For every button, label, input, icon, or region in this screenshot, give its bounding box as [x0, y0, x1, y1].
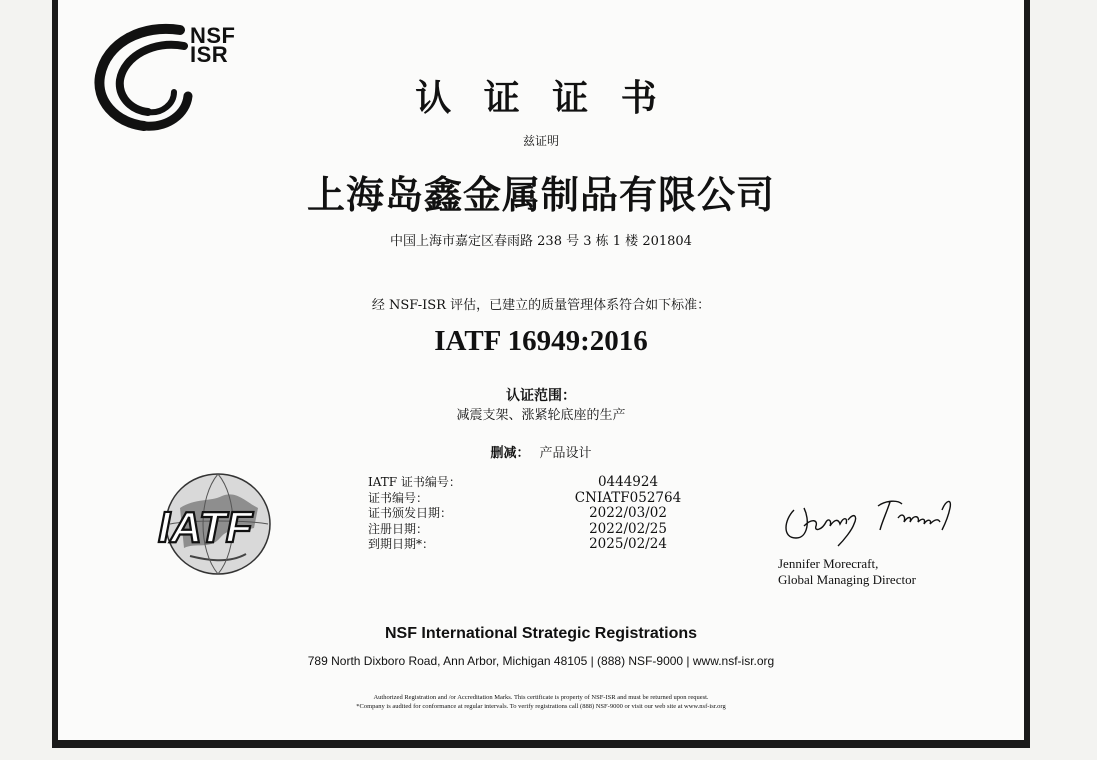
exclusion-line [58, 442, 1024, 461]
fine-print-line: Authorized Registration and /or Accreditation Marks. This certificate is property of NSF-ISR and must be returned upon request. [373, 694, 709, 701]
fine-print-line: *Company is audited for conformance at regular intervals. To verify registrations call (888) NSF-9000 or visit our web site at www.nsf-isr.org [356, 703, 726, 710]
detail-row [368, 506, 728, 522]
standard-name: IATF 16949:2016 [434, 325, 648, 357]
detail-label: 注册日期： [368, 521, 429, 536]
signer-title: Global Managing Director [778, 572, 916, 587]
fine-print [58, 693, 1024, 711]
company-name: 上海岛鑫金属制品有限公司 [306, 172, 775, 217]
signer-name: Jennifer Morecraft, [778, 556, 879, 571]
detail-value: 2025/02/24 [589, 536, 667, 552]
exclusion-value: 产品设计 [539, 446, 592, 461]
detail-value: CNIATF052764 [574, 489, 682, 506]
detail-label: IATF 证书编号： [368, 475, 461, 489]
detail-row [368, 491, 728, 507]
detail-value: 0444924 [597, 474, 659, 490]
seal-text: IATF [158, 503, 253, 552]
signer-block [778, 556, 916, 588]
logo-isr-text: ISR [190, 42, 229, 67]
organization-name: NSF International Strategic Registrations [384, 625, 698, 642]
detail-label: 到期日期*： [368, 537, 435, 551]
iatf-globe-icon [150, 468, 280, 578]
logo-wordmark [190, 23, 236, 67]
detail-value: 2022/03/02 [589, 505, 667, 521]
scope-text: 减震支架、涨紧轮底座的生产 [456, 408, 626, 423]
scope-heading: 认证范围： [506, 388, 576, 404]
evaluation-statement: 经 NSF-ISR 评估，已建立的质量管理体系符合如下标准： [371, 298, 711, 313]
iatf-seal [150, 468, 280, 578]
certificate-title: 认 证 证 书 [415, 77, 667, 119]
detail-row [368, 475, 728, 491]
exclusion-label: 删减： [490, 446, 530, 461]
detail-row [368, 522, 728, 538]
company-address: 中国上海市嘉定区春雨路 238 号 3 栋 1 楼 201804 [390, 234, 692, 249]
detail-label: 证书编号： [368, 490, 429, 505]
certify-line: 兹证明 [522, 134, 559, 148]
certificate-details [368, 475, 728, 553]
contact-line: 789 North Dixboro Road, Ann Arbor, Michigan 48105 | (888) NSF-9000 | www.nsf-isr.org [307, 654, 775, 668]
detail-row [368, 537, 728, 553]
detail-value: 2022/02/25 [589, 520, 667, 537]
handwritten-signature-icon [774, 490, 964, 548]
detail-label: 证书颁发日期： [368, 506, 453, 520]
certificate [52, 0, 1030, 748]
logo-nsf-text: NSF [190, 23, 236, 48]
signature [774, 490, 964, 548]
